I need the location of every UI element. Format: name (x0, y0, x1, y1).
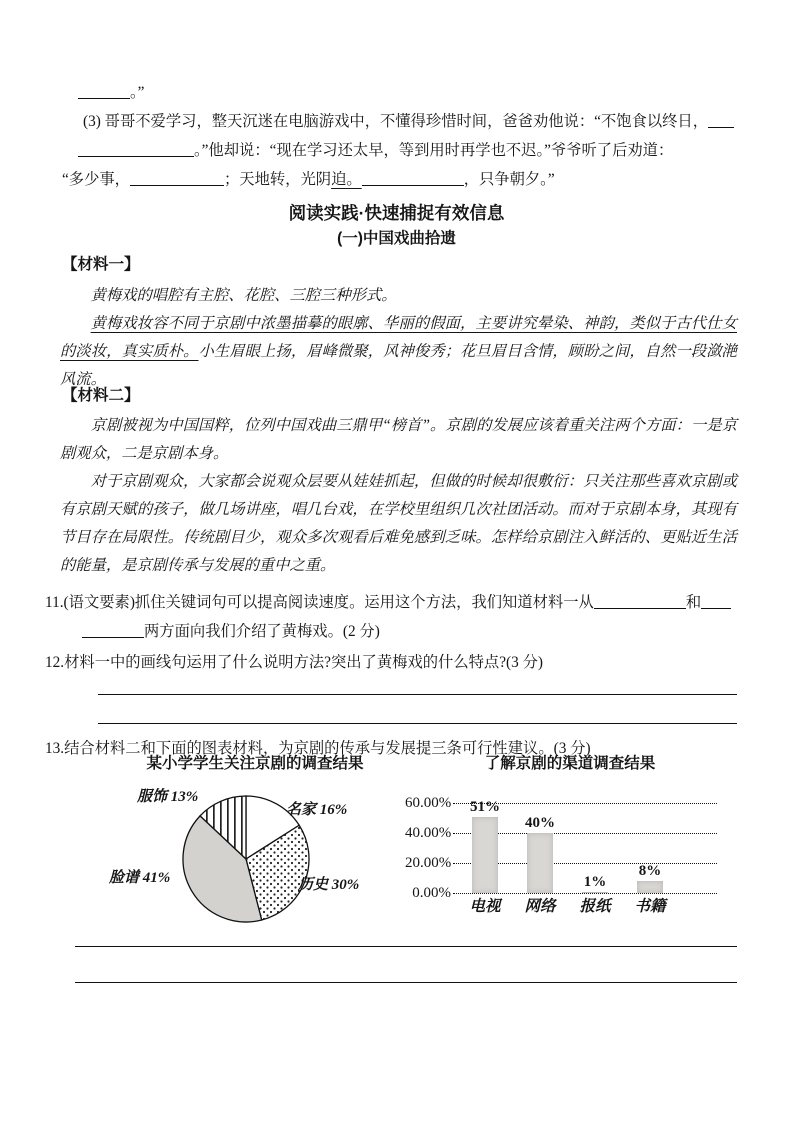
y-axis-tick: 0.00% (412, 885, 451, 901)
intro-quote-block (60, 78, 737, 194)
pie-label-lishi: 历史 30% (298, 877, 360, 893)
question-11-text-a: 11.(语文要素)抓住关键词句可以提高阅读速度。运用这个方法，我们知道材料一从 (45, 594, 594, 611)
bar-category-label: 报纸 (579, 898, 611, 915)
intro-line-1 (60, 78, 737, 107)
bar-value-label: 1% (583, 873, 607, 890)
intro-line-1-text: 。” (130, 84, 145, 101)
y-axis-tick: 20.00% (405, 855, 452, 871)
intro-line-2-text: (3) 哥哥不爱学习，整天沉迷在电脑游戏中，不懂得珍惜时间，爸爸劝他说：“不饱食以终日， (83, 113, 709, 130)
pie-label-lianpu: 脸谱 41% (109, 870, 171, 886)
answer-blank (82, 622, 144, 638)
question-12: 12.材料一中的画线句运用了什么说明方法?突出了黄梅戏的什么特点?(3 分) (45, 654, 543, 671)
material1-paragraph-2 (60, 310, 737, 394)
question-11 (45, 588, 743, 646)
bar-tv (472, 817, 498, 894)
intro-line-4-text-b: ；天地转，光阴 (223, 171, 332, 188)
intro-line-4-text-d: ，只争朝夕。” (463, 171, 555, 188)
answer-blank (701, 593, 731, 609)
intro-line-3-text: 。”他却说：“现在学习还太早，等到用时再学也不迟。”爷爷听了后劝道： (194, 142, 674, 159)
bar-category-label: 网络 (524, 898, 556, 915)
bar-chart (405, 775, 735, 943)
section-title: 阅读实践·快速捕捉有效信息 (288, 203, 505, 223)
bar-chart-title: 了解京剧的渠道调查结果 (484, 755, 656, 772)
material2-label: 【材料二】 (62, 387, 140, 404)
pie-chart-title: 某小学学生关注京剧的调查结果 (146, 755, 364, 772)
pie-chart (105, 775, 405, 943)
bar-paper (582, 892, 608, 894)
question-11-text-c: 两方面向我们介绍了黄梅戏。(2 分) (144, 623, 380, 640)
material1-paragraph-1: 黄梅戏的唱腔有主腔、花腔、三腔三种形式。 (90, 287, 397, 304)
answer-line (98, 694, 737, 695)
material2-paragraph-1: 京剧被视为中国国粹，位列中国戏曲三鼎甲“榜首”。京剧的发展应该着重关注两个方面：一是京剧观众，二是京剧本身。 (60, 417, 737, 462)
answer-blank (78, 83, 130, 99)
intro-line-4-text-a: “多少事， (62, 171, 130, 188)
answer-line (75, 982, 737, 983)
answer-line (98, 723, 737, 724)
question-11-text-b: 和 (685, 594, 702, 611)
question-11-line-1 (45, 588, 743, 617)
intro-line-4-text-c: 迫。 (331, 171, 362, 188)
intro-line-3 (60, 136, 737, 165)
answer-blank (708, 112, 734, 128)
answer-blank (594, 593, 686, 609)
intro-line-4 (60, 165, 737, 194)
pie-label-fushi: 服饰 13% (137, 789, 199, 805)
y-axis-tick: 60.00% (405, 795, 452, 811)
bar-web (527, 833, 553, 893)
material1-paragraph-2-rest: 小生眉眼上扬，眉峰微聚，风神俊秀；花旦眉目含情，顾盼之间，自然一段潋滟风流。 (60, 343, 737, 388)
answer-line (75, 946, 737, 947)
bar-book (637, 881, 663, 893)
bar-category-label: 书籍 (634, 898, 666, 915)
answer-blank (130, 170, 224, 186)
answer-blank (78, 141, 194, 157)
question-11-line-2 (45, 617, 743, 646)
bar-value-label: 51% (470, 798, 500, 815)
intro-line-2 (60, 107, 737, 136)
charts-row (105, 753, 737, 943)
bar-category-label: 电视 (469, 898, 501, 915)
answer-blank (362, 170, 464, 186)
material1-underlined-sentence: 黄梅戏妆容不同于京剧中浓墨描摹的眼廓、华丽的假面，主要讲究晕染、神韵，类似于古代仕女的淡妆，真实质朴。 (60, 315, 737, 360)
material2-paragraph-2: 对于京剧观众，大家都会说观众层要从娃娃抓起，但做的时候却很敷衍：只关注那些喜欢京剧或有京剧天赋的孩子，做几场讲座，唱几台戏，在学校里组织几次社团活动。而对于京剧本身，其现有节目存在局限性。传统剧目少，观众多次观看后难免感到乏味。怎样给京剧注入鲜活的、更贴近生活的能量，是京剧传承与发展的重中之重。 (60, 473, 737, 574)
section-subtitle: (一)中国戏曲拾遗 (337, 230, 456, 247)
pie-chart-figure (105, 753, 405, 943)
question-13: 13.结合材料二和下面的图表材料，为京剧的传承与发展提三条可行性建议。(3 分) (45, 740, 591, 757)
material1-label: 【材料一】 (62, 256, 140, 273)
pie-label-mingjia: 名家 16% (286, 802, 348, 818)
bar-value-label: 40% (525, 815, 555, 831)
bar-chart-figure (405, 753, 735, 943)
y-axis-tick: 40.00% (405, 825, 452, 841)
gridline-baseline (453, 893, 717, 894)
bar-value-label: 8% (638, 863, 662, 879)
